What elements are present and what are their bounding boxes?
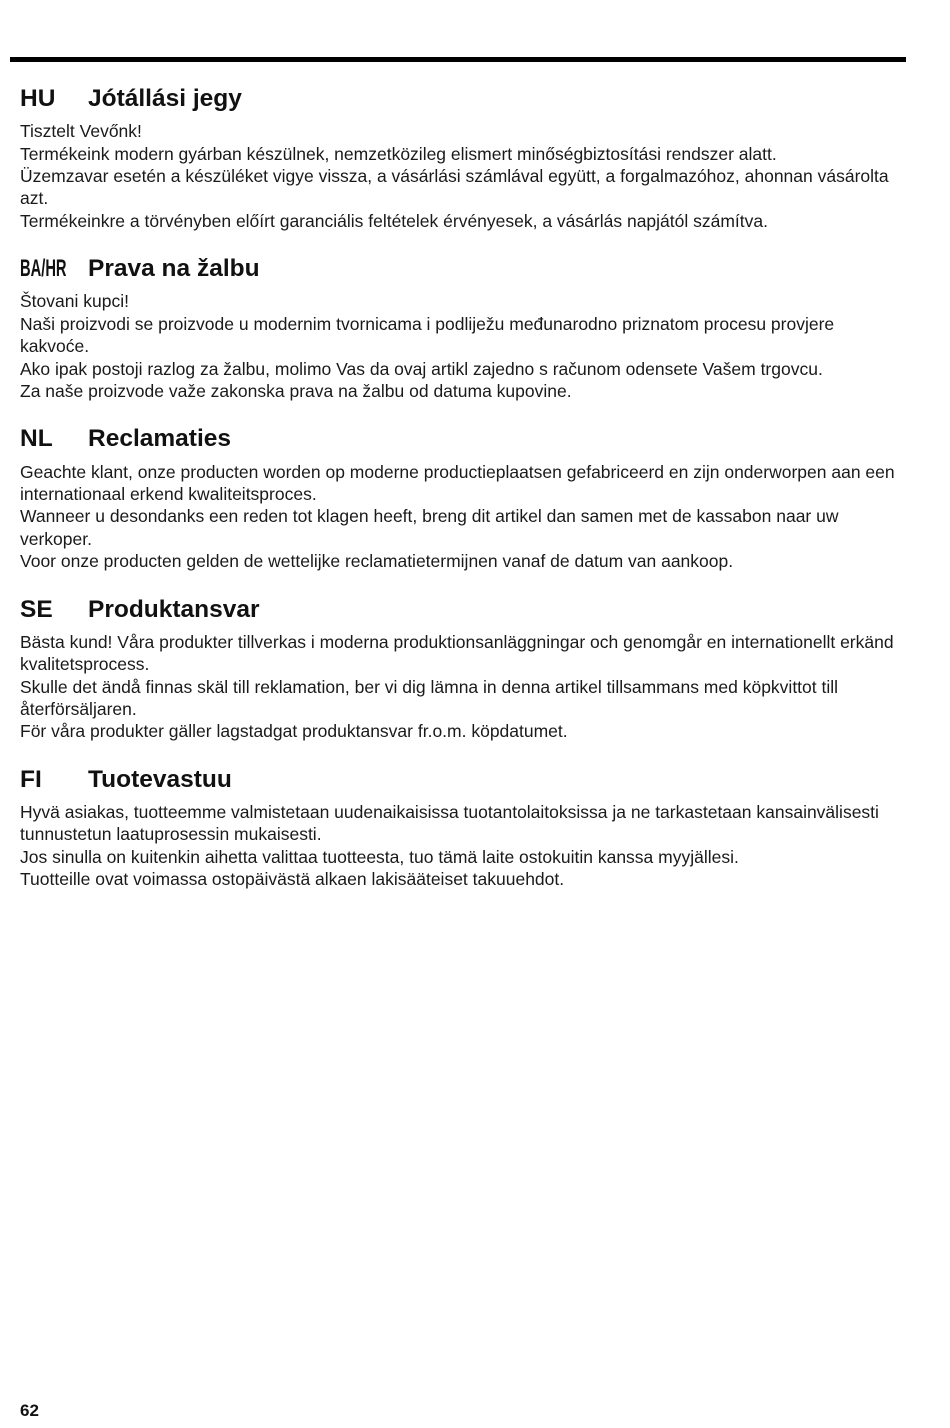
section-heading (20, 766, 906, 794)
section-hu (20, 85, 906, 232)
language-code: HU (20, 85, 56, 112)
language-code: FI (20, 765, 42, 793)
section-title: Reclamaties (88, 425, 232, 453)
paragraph: Üzemzavar esetén a készüléket vigye vissza, a vásárlási számlával együtt, a forgalmazóhoz, ahonnan vásárolta azt. (20, 165, 889, 209)
paragraph: Voor onze producten gelden de wettelijke reclamatietermijnen vanaf de datum van aankoop. (20, 551, 734, 572)
page-number: 62 (20, 1401, 39, 1420)
paragraph: Tisztelt Vevőnk! (20, 121, 142, 142)
document-page (0, 57, 950, 891)
paragraph: Geachte klant, onze producten worden op moderne productieplaatsen gefabriceerd en zijn onderworpen aan een internationaal erkend kwaliteitsproces. (20, 461, 895, 504)
section-nl (20, 425, 906, 572)
section-se (20, 596, 906, 743)
section-title: Jótállási jegy (88, 85, 242, 112)
section-fi (20, 766, 906, 891)
language-code: SE (20, 595, 53, 623)
top-rule (10, 57, 906, 62)
paragraph: Za naše proizvode važe zakonska prava na žalbu od datuma kupovine. (20, 381, 572, 401)
section-heading (20, 425, 906, 453)
section-ba-hr (20, 255, 906, 402)
section-title: Prava na žalbu (88, 255, 260, 283)
paragraph: Termékeink modern gyárban készülnek, nemzetközileg elismert minőségbiztosítási rendszer alatt. (20, 143, 777, 164)
section-heading (20, 596, 906, 624)
paragraph: Naši proizvodi se proizvode u modernim tvornicama i podliježu međunarodno priznatom procesu provjere kakvoće. (20, 313, 835, 357)
paragraph: Ako ipak postoji razlog za žalbu, molimo Vas da ovaj artikl zajedno s računom odensete Vašem trgovcu. (20, 358, 823, 379)
section-heading (20, 85, 906, 113)
section-title: Tuotevastuu (88, 765, 232, 793)
paragraph: Termékeinkre a törvényben előírt garanciális feltételek érvényesek, a vásárlás napjától számítva. (20, 210, 769, 231)
section-heading (20, 255, 906, 283)
paragraph: För våra produkter gäller lagstadgat produktansvar fr.o.m. köpdatumet. (20, 721, 568, 742)
paragraph: Štovani kupci! (20, 291, 129, 312)
section-title: Produktansvar (88, 595, 260, 623)
language-code: NL (20, 425, 53, 453)
paragraph: Hyvä asiakas, tuotteemme valmistetaan uudenaikaisissa tuotantolaitoksissa ja ne tarkastetaan kansainvälisesti tunnustetun laatuprosessin mukaisesti. (20, 801, 879, 845)
paragraph: Skulle det ändå finnas skäl till reklamation, ber vi dig lämna in denna artikel tillsammans med köpkvittot till återförsäljaren. (20, 676, 839, 719)
paragraph: Wanneer u desondanks een reden tot klagen heeft, breng dit artikel dan samen met de kassabon naar uw verkoper. (20, 506, 839, 549)
paragraph: Tuotteille ovat voimassa ostopäivästä alkaen lakisääteiset takuuehdot. (20, 869, 565, 890)
paragraph: Bästa kund! Våra produkter tillverkas i moderna produktionsanläggningar och genomgår en internationellt erkänd kvalitetsprocess. (20, 631, 894, 675)
language-code: BA/HR (20, 255, 67, 283)
paragraph: Jos sinulla on kuitenkin aihetta valittaa tuotteesta, tuo tämä laite ostokuitin kanssa myyjällesi. (20, 846, 739, 867)
